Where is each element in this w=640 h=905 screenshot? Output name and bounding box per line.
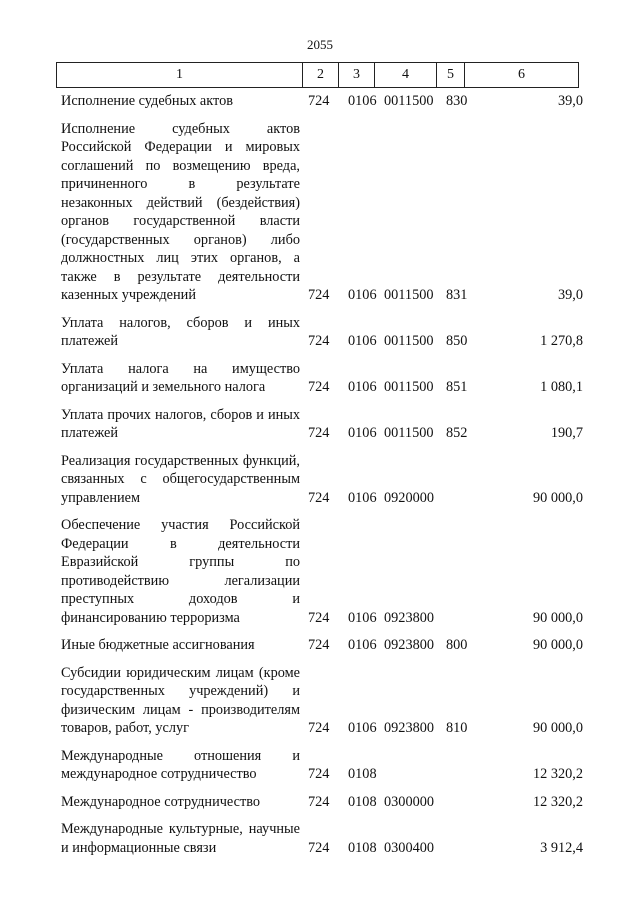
row-target-article: 0300400: [384, 839, 435, 856]
column-header-3: 3: [339, 63, 375, 88]
row-name: Уплата прочих налогов, сборов и иных платежей: [61, 406, 300, 441]
row-target-article: 0923800: [384, 720, 435, 736]
row-target-article: 0923800: [384, 637, 435, 653]
row-section-code: 0108: [348, 766, 377, 782]
row-amount: 39,0: [557, 93, 583, 109]
column-header-1: 1: [57, 63, 303, 88]
column-header-6: 6: [465, 63, 579, 88]
table-row: [0, 360, 640, 397]
row-name: Исполнение судебных актов Российской Федерации и мировых соглашений по возмещению вреда, причиненного в результате незаконных действий (бездействия) органов государственной власти (государственных органов) либо должностных лиц этих органов, а также в результате деятельности казенных учреждений: [61, 120, 300, 303]
row-expense-type: 830: [446, 93, 468, 109]
row-amount: 12 320,2: [532, 793, 583, 810]
row-expense-type: 851: [446, 379, 468, 395]
table-row: [0, 120, 640, 305]
row-name: Уплата налогов, сборов и иных платежей: [61, 314, 300, 349]
row-section-code: 0108: [348, 839, 377, 856]
budget-rows: [0, 92, 640, 866]
row-name: Реализация государственных функций, связанных с общегосударственным управлением: [61, 452, 300, 506]
row-ministry-code: 724: [308, 287, 330, 303]
row-ministry-code: 724: [308, 637, 330, 653]
row-expense-type: 800: [446, 637, 468, 653]
row-target-article: 0011500: [384, 379, 434, 395]
row-expense-type: 852: [446, 425, 468, 441]
row-amount: 39,0: [557, 287, 583, 303]
table-row: [0, 747, 640, 784]
row-amount: 90 000,0: [532, 609, 583, 626]
row-ministry-code: 724: [308, 609, 330, 626]
row-target-article: 0011500: [384, 425, 434, 441]
row-expense-type: 831: [446, 287, 468, 303]
table-row: [0, 636, 640, 655]
row-section-code: 0106: [348, 333, 377, 349]
column-header-5: 5: [437, 63, 465, 88]
row-section-code: 0106: [348, 93, 377, 109]
column-header-2: 2: [303, 63, 339, 88]
row-ministry-code: 724: [308, 766, 330, 782]
row-name: Обеспечение участия Российской Федерации в деятельности Евразийской группы по противодействию легализации преступных доходов и финансированию терроризма: [61, 517, 300, 626]
table-row: [0, 314, 640, 351]
table-row: [0, 793, 640, 812]
page-number: 2055: [307, 37, 333, 52]
row-ministry-code: 724: [308, 489, 330, 506]
row-amount: 90 000,0: [532, 720, 583, 736]
row-ministry-code: 724: [308, 379, 330, 395]
column-header-4: 4: [375, 63, 437, 88]
row-amount: 12 320,2: [532, 766, 583, 782]
row-name: Международные культурные, научные и информационные связи: [61, 821, 300, 856]
row-section-code: 0106: [348, 425, 377, 441]
row-name: Международное сотрудничество: [61, 793, 261, 810]
row-amount: 90 000,0: [532, 637, 583, 653]
row-section-code: 0108: [348, 793, 377, 810]
row-name: Субсидии юридическим лицам (кроме государственных учреждений) и физическим лицам - производителям товаров, работ, услуг: [61, 664, 300, 736]
row-ministry-code: 724: [308, 839, 330, 856]
table-row: [0, 452, 640, 508]
row-ministry-code: 724: [308, 793, 330, 810]
row-section-code: 0106: [348, 720, 377, 736]
table-row: [0, 406, 640, 443]
table-row: [0, 820, 640, 857]
table-row: [0, 516, 640, 627]
table-row: [0, 92, 640, 111]
row-ministry-code: 724: [308, 425, 330, 441]
row-target-article: 0011500: [384, 333, 434, 349]
row-amount: 1 080,1: [540, 379, 583, 395]
row-target-article: 0923800: [384, 609, 435, 626]
row-name: Исполнение судебных актов: [61, 93, 233, 109]
row-ministry-code: 724: [308, 93, 330, 109]
row-section-code: 0106: [348, 379, 377, 395]
row-expense-type: 810: [446, 720, 468, 736]
row-target-article: 0300000: [384, 793, 435, 810]
row-amount: 1 270,8: [540, 333, 583, 349]
row-name: Иные бюджетные ассигнования: [61, 637, 255, 653]
row-section-code: 0106: [348, 609, 377, 626]
row-target-article: 0011500: [384, 93, 434, 109]
row-section-code: 0106: [348, 637, 377, 653]
row-name: Международные отношения и международное сотрудничество: [61, 747, 300, 782]
row-expense-type: 850: [446, 333, 468, 349]
row-amount: 3 912,4: [540, 839, 583, 856]
row-target-article: 0011500: [384, 287, 434, 303]
row-amount: 190,7: [550, 425, 583, 441]
column-header-row: [57, 63, 579, 88]
row-target-article: 0920000: [384, 489, 435, 506]
row-section-code: 0106: [348, 287, 377, 303]
row-ministry-code: 724: [308, 720, 330, 736]
row-ministry-code: 724: [308, 333, 330, 349]
row-amount: 90 000,0: [532, 489, 583, 506]
column-header-table: [56, 62, 579, 88]
row-name: Уплата налога на имущество организаций и земельного налога: [61, 360, 300, 395]
row-section-code: 0106: [348, 489, 377, 506]
table-row: [0, 664, 640, 738]
